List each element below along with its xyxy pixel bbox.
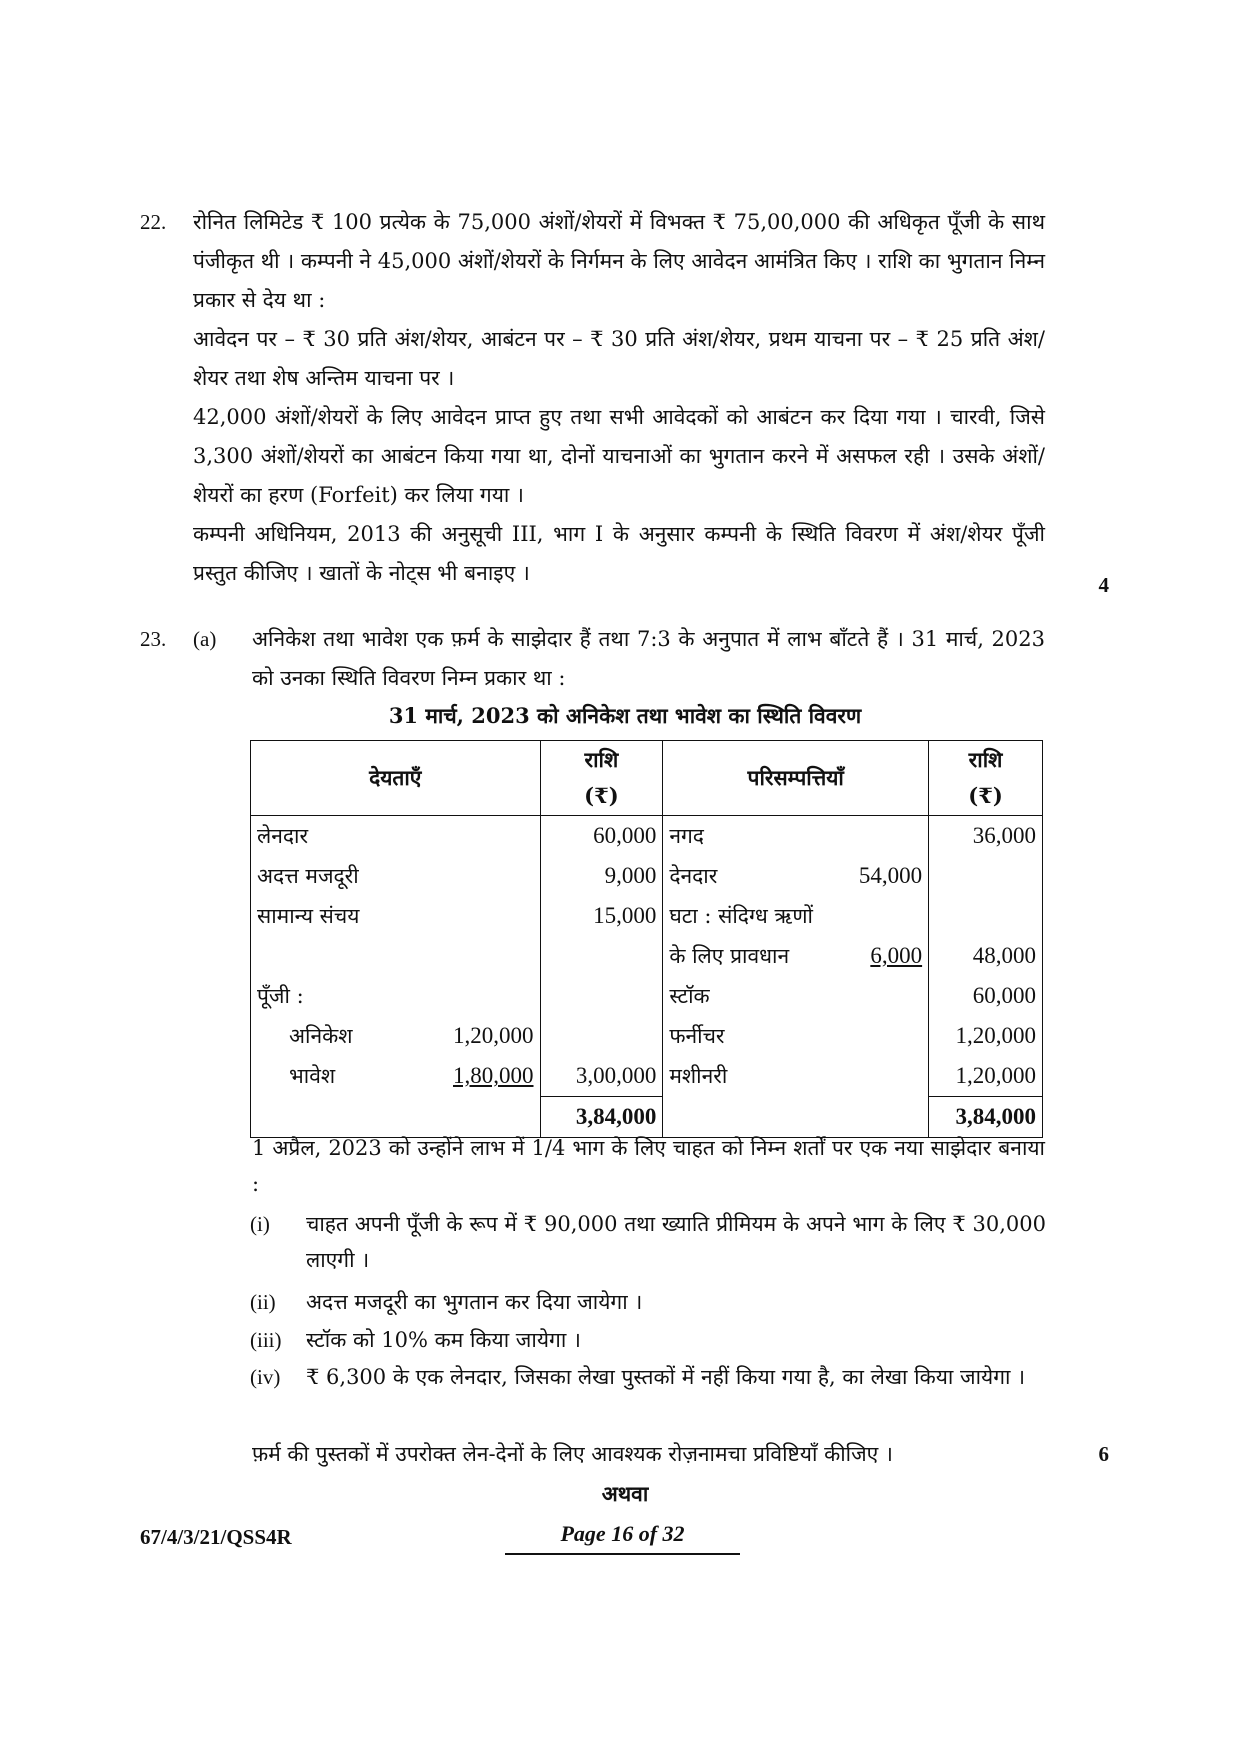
- question-23-number: 23.: [140, 627, 167, 651]
- asset-amount: 1,20,000: [929, 1056, 1043, 1097]
- q22-paragraph-4: कम्पनी अधिनियम, 2013 की अनुसूची III, भाग I के अनुसार कम्पनी के स्थिति विवरण में अंश/शेयर पूँजी प्रस्तुत कीजिए । खातों के नोट्स भी बनाइए ।: [193, 522, 1045, 585]
- asset-label: फर्नीचर: [663, 1016, 847, 1056]
- asset-amount: [929, 856, 1043, 896]
- q23-instruction: फ़र्म की पुस्तकों में उपरोक्त लेन-देनों के लिए आवश्यक रोज़नामचा प्रविष्टियाँ कीजिए ।: [252, 1442, 893, 1466]
- asset-amount: 36,000: [929, 816, 1043, 857]
- liabilities-amount-header: राशि (₹): [540, 741, 663, 816]
- table-header-row: [251, 741, 1043, 816]
- condition-number: (iii): [250, 1328, 282, 1352]
- liability-label: सामान्य संचय: [251, 896, 423, 936]
- paper-code: 67/4/3/21/QSS4R: [140, 1525, 292, 1549]
- asset-amount: 60,000: [929, 976, 1043, 1016]
- liability-sub-amount: [422, 896, 540, 936]
- table-row: [251, 856, 1043, 896]
- liability-amount: [540, 1016, 663, 1056]
- balance-sheet-title: 31 मार्च, 2023 को अनिकेश तथा भावेश का स्थिति विवरण: [388, 703, 862, 728]
- table-row: [251, 896, 1043, 936]
- total-assets: 3,84,000: [929, 1097, 1043, 1138]
- condition-text: अदत्त मजदूरी का भुगतान कर दिया जायेगा ।: [306, 1290, 643, 1314]
- asset-label: घटा : संदिग्ध ऋणों: [663, 896, 847, 936]
- asset-label: स्टॉक: [663, 976, 847, 1016]
- asset-label: के लिए प्रावधान: [663, 936, 847, 976]
- liability-sub-amount: [422, 936, 540, 976]
- liability-label: पूँजी :: [251, 976, 423, 1016]
- asset-sub-amount: [847, 896, 929, 936]
- liability-label: [251, 936, 423, 976]
- liability-label: अनिकेश: [251, 1016, 423, 1056]
- asset-sub-amount: [847, 816, 929, 857]
- condition-text: चाहत अपनी पूँजी के रूप में ₹ 90,000 तथा ख्याति प्रीमियम के अपने भाग के लिए ₹ 30,000 लाएगी ।: [306, 1212, 1046, 1272]
- liability-amount: 9,000: [540, 856, 663, 896]
- balance-sheet-table: [250, 740, 1043, 1138]
- page-number: Page 16 of 32: [505, 1521, 740, 1555]
- assets-header: परिसम्पत्तियाँ: [663, 741, 929, 816]
- condition-number: (iv): [250, 1365, 281, 1389]
- q23-part-a: (a): [193, 627, 217, 651]
- liability-sub-amount: 1,80,000: [453, 1063, 534, 1089]
- asset-amount: [929, 896, 1043, 936]
- liability-sub-amount: 1,20,000: [453, 1023, 534, 1048]
- table-row: [251, 1016, 1043, 1056]
- q22-paragraph-1: रोनित लिमिटेड ₹ 100 प्रत्येक के 75,000 अंशों/शेयरों में विभक्त ₹ 75,00,000 की अधिकृत पूँजी के साथ पंजीकृत थी । कम्पनी ने 45,000 अंशों/शेयरों के निर्गमन के लिए आवेदन आमंत्रित किए । राशि का भुगतान निम्न प्रकार से देय था :: [193, 210, 1045, 312]
- condition-number: (ii): [250, 1290, 276, 1314]
- liability-label: भावेश: [251, 1056, 423, 1097]
- liability-sub-amount: [422, 856, 540, 896]
- table-row: [251, 816, 1043, 857]
- liability-amount: 15,000: [540, 896, 663, 936]
- q22-marks: 4: [1098, 573, 1109, 597]
- question-22-number: 22.: [140, 210, 167, 234]
- q23-after-table: 1 अप्रैल, 2023 को उन्होंने लाभ में 1/4 भाग के लिए चाहत को निम्न शर्तों पर एक नया साझेदार बनाया :: [252, 1136, 1045, 1196]
- table-row: [251, 1056, 1043, 1097]
- liability-amount: [540, 936, 663, 976]
- condition-text: ₹ 6,300 के एक लेनदार, जिसका लेखा पुस्तकों में नहीं किया गया है, का लेखा किया जायेगा ।: [306, 1365, 1026, 1389]
- asset-sub-amount: [847, 1056, 929, 1097]
- liability-amount: 3,00,000: [540, 1056, 663, 1097]
- asset-amount: 1,20,000: [929, 1016, 1043, 1056]
- assets-amount-header: राशि (₹): [929, 741, 1043, 816]
- condition-number: (i): [250, 1212, 270, 1236]
- liability-label: अदत्त मजदूरी: [251, 856, 423, 896]
- table-row: [251, 936, 1043, 976]
- q23-intro: अनिकेश तथा भावेश एक फ़र्म के साझेदार हैं तथा 7:3 के अनुपात में लाभ बाँटते हैं । 31 मार्च, 2023 को उनका स्थिति विवरण निम्न प्रकार था :: [252, 627, 1045, 690]
- q22-paragraph-2: आवेदन पर – ₹ 30 प्रति अंश/शेयर, आबंटन पर – ₹ 30 प्रति अंश/शेयर, प्रथम याचना पर – ₹ 25 प्रति अंश/शेयर तथा शेष अन्तिम याचना पर ।: [193, 327, 1045, 390]
- q23-marks: 6: [1098, 1442, 1109, 1466]
- asset-sub-amount: 54,000: [858, 863, 923, 888]
- liabilities-header: देयताएँ: [251, 741, 541, 816]
- q22-paragraph-3: 42,000 अंशों/शेयरों के लिए आवेदन प्राप्त हुए तथा सभी आवेदकों को आबंटन कर दिया गया । चारवी, जिसे 3,300 अंशों/शेयरों का आबंटन किया गया था, दोनों याचनाओं का भुगतान करने में असफल रही । उसके अंशों/शेयरों का हरण (Forfeit) कर लिया गया ।: [193, 405, 1045, 507]
- liability-amount: 60,000: [540, 816, 663, 857]
- liability-sub-amount: [422, 976, 540, 1016]
- liability-sub-amount: [422, 816, 540, 857]
- table-row: [251, 976, 1043, 1016]
- asset-sub-amount: [847, 1016, 929, 1056]
- liability-label: लेनदार: [251, 816, 423, 857]
- asset-sub-amount: 6,000: [870, 943, 923, 968]
- total-liabilities: 3,84,000: [540, 1097, 663, 1138]
- or-label: अथवा: [601, 1481, 649, 1506]
- condition-text: स्टॉक को 10% कम किया जायेगा ।: [306, 1328, 581, 1352]
- asset-label: नगद: [663, 816, 847, 857]
- liability-amount: [540, 976, 663, 1016]
- asset-label: देनदार: [663, 856, 847, 896]
- asset-sub-amount: [847, 976, 929, 1016]
- asset-label: मशीनरी: [663, 1056, 847, 1097]
- asset-amount: 48,000: [929, 936, 1043, 976]
